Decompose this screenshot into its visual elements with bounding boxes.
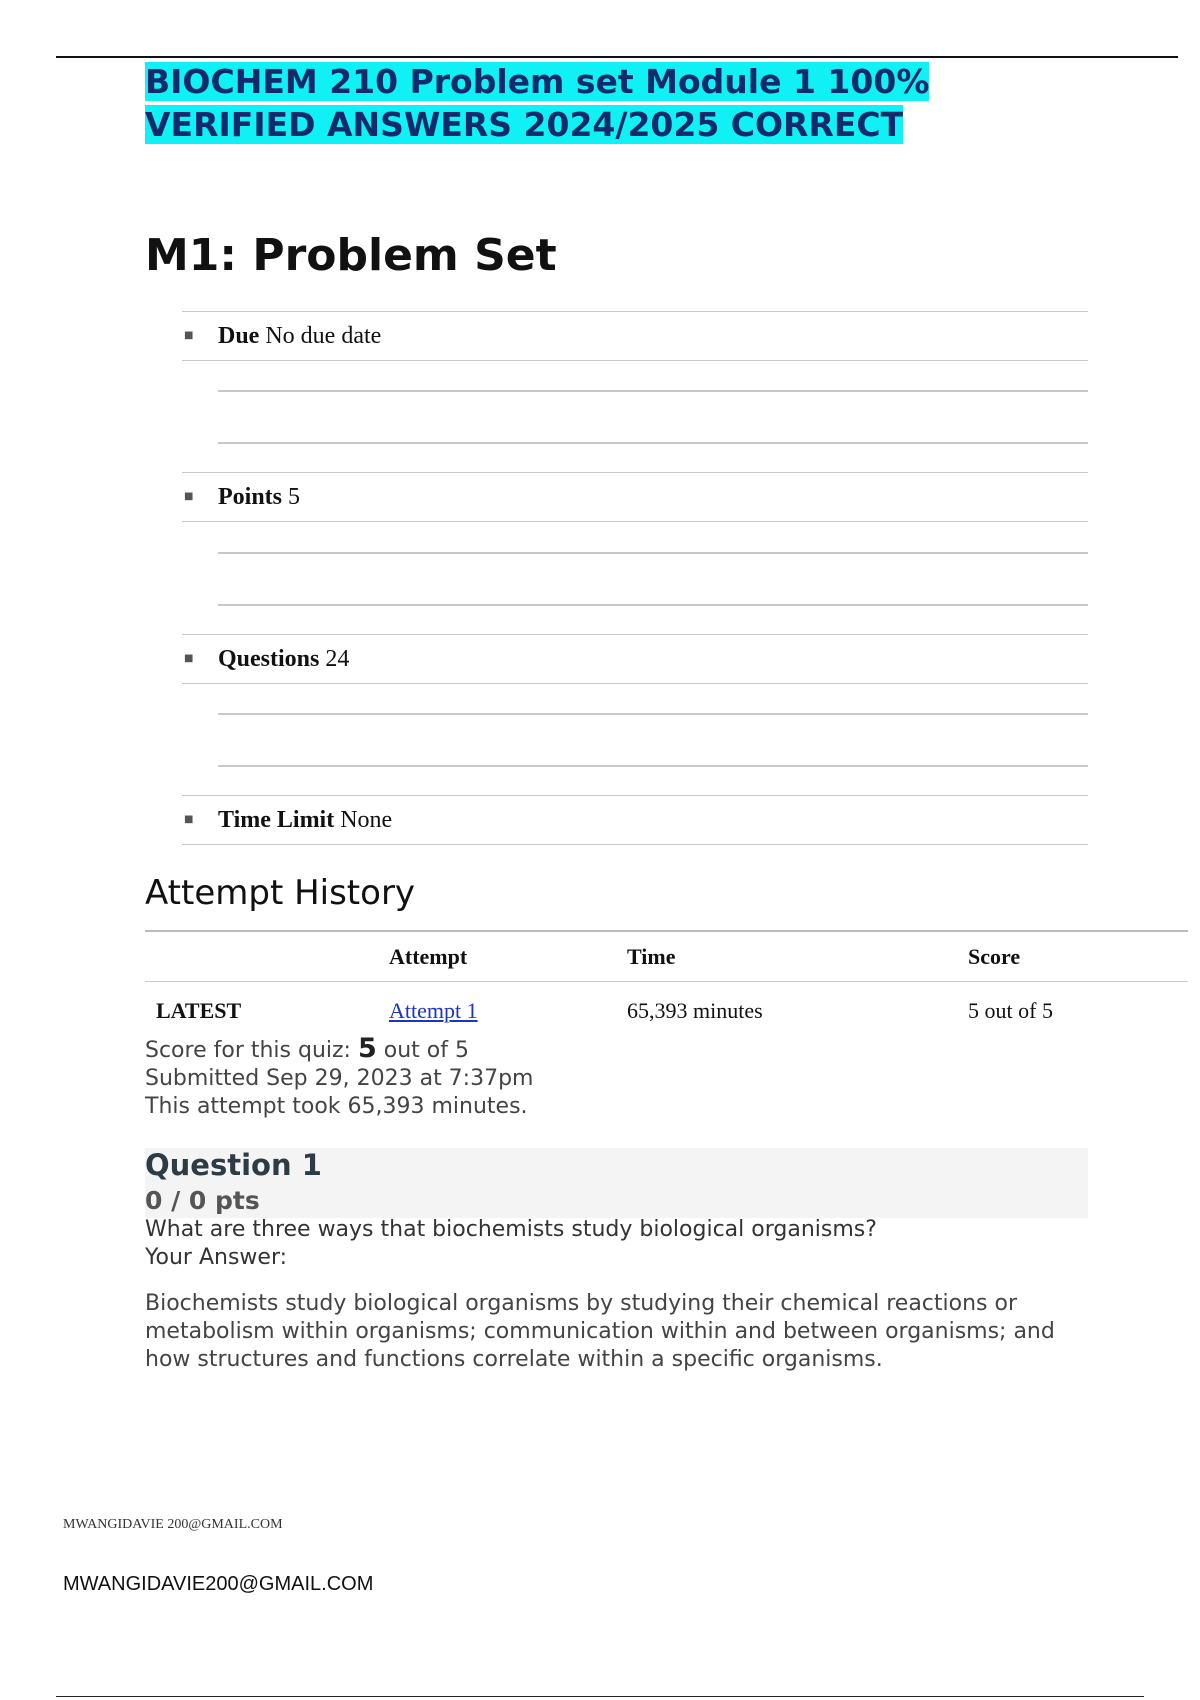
divider-line [218,390,1088,392]
score-line [145,1035,533,1065]
score-cell: 5 out of 5 [968,998,1053,1023]
footer-email: MWANGIDAVIE200@GMAIL.COM [63,1573,374,1595]
document-title [145,60,1045,146]
column-header-attempt: Attempt [389,944,468,969]
score-suffix: out of 5 [383,1038,469,1063]
detail-points [182,472,1088,522]
submitted-line: Submitted Sep 29, 2023 at 7:37pm [145,1066,534,1091]
attempt-cell [389,998,478,1024]
footer-email-small: MWANGIDAVIE 200@GMAIL.COM [63,1517,283,1532]
document-title-text: BIOCHEM 210 Problem set Module 1 100% VERIFIED ANSWERS 2024/2025 CORRECT [145,62,930,144]
answer-text: Biochemists study biological organisms by studying their chemical reactions or metabolism within organisms; communication within and between organisms; and how structures and functions correlate within a specific organisms. [145,1291,1055,1372]
top-divider [56,56,1178,58]
question-title: Question 1 [145,1148,322,1182]
divider-line [218,765,1088,767]
bullet-icon: ■ [184,330,194,341]
bullet-icon: ■ [184,653,194,664]
column-header-time: Time [627,944,676,969]
time-limit-label: Time Limit [218,807,335,833]
detail-questions [182,634,1088,684]
table-top-border [145,930,1188,932]
divider-line [218,552,1088,554]
table-row-divider [145,981,1188,982]
time-cell: 65,393 minutes [627,998,763,1023]
due-label: Due [218,323,260,349]
duration-line: This attempt took 65,393 minutes. [145,1094,528,1119]
score-value: 5 [357,1033,377,1064]
points-label: Points [218,484,283,510]
detail-time-limit [182,795,1088,845]
question-points: 0 / 0 pts [145,1186,260,1215]
bullet-icon: ■ [184,491,194,502]
answer-label: Your Answer: [145,1245,288,1270]
latest-tag: LATEST [156,998,242,1023]
points-value: 5 [288,484,301,510]
questions-label: Questions [218,646,320,672]
divider-line [218,442,1088,444]
score-prefix: Score for this quiz: [145,1038,351,1063]
bullet-icon: ■ [184,814,194,825]
attempt-1-link[interactable]: Attempt 1 [389,998,478,1023]
question-text: What are three ways that biochemists study biological organisms? [145,1217,877,1242]
quiz-summary [145,1035,533,1121]
page-heading: M1: Problem Set [145,230,557,281]
due-value: No due date [265,323,382,349]
question-body [145,1216,1105,1272]
column-header-score: Score [968,944,1021,969]
questions-value: 24 [325,646,350,672]
detail-due [182,311,1088,361]
bottom-divider [56,1696,1144,1697]
divider-line [218,713,1088,715]
time-limit-value: None [340,807,393,833]
divider-line [218,604,1088,606]
attempt-history-heading: Attempt History [145,873,416,913]
question-header [145,1148,1088,1218]
